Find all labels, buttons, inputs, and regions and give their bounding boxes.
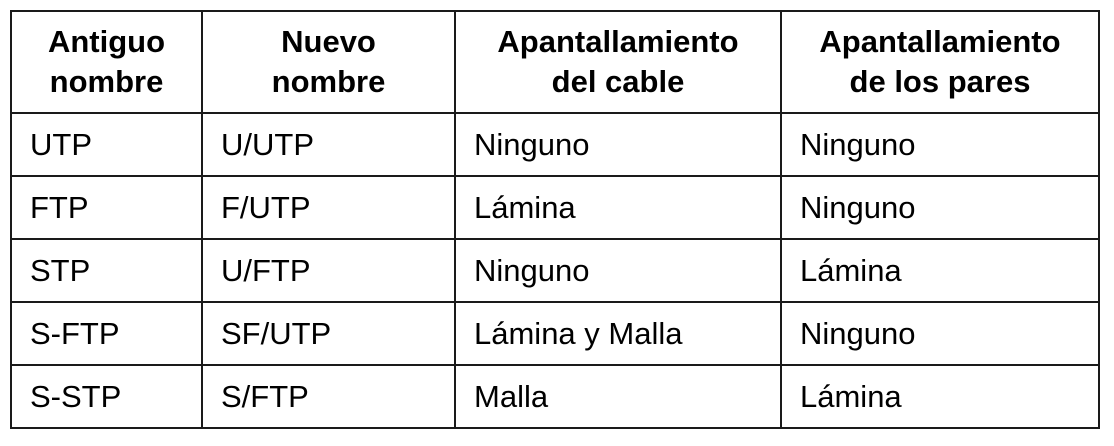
header-line: nombre	[271, 64, 386, 99]
cell-pair-shielding: Ninguno	[781, 302, 1099, 365]
cell-cable-shielding: Lámina y Malla	[455, 302, 781, 365]
header-line: del cable	[551, 64, 685, 99]
table-row	[11, 176, 1099, 239]
cell-new-name: SF/UTP	[202, 302, 455, 365]
header-cable-shielding	[455, 11, 781, 113]
header-pair-shielding	[781, 11, 1099, 113]
table-row	[11, 302, 1099, 365]
cell-old-name: S-STP	[11, 365, 202, 428]
cell-pair-shielding: Lámina	[781, 239, 1099, 302]
cell-cable-shielding: Ninguno	[455, 113, 781, 176]
cell-new-name: F/UTP	[202, 176, 455, 239]
header-old-name	[11, 11, 202, 113]
cell-pair-shielding: Ninguno	[781, 113, 1099, 176]
cable-shielding-table-container	[10, 10, 1100, 429]
cell-cable-shielding: Malla	[455, 365, 781, 428]
header-line: Apantallamiento	[819, 24, 1061, 59]
cell-pair-shielding: Ninguno	[781, 176, 1099, 239]
header-line: nombre	[49, 64, 164, 99]
cable-shielding-table	[10, 10, 1100, 429]
cell-old-name: FTP	[11, 176, 202, 239]
cell-new-name: U/FTP	[202, 239, 455, 302]
cell-cable-shielding: Lámina	[455, 176, 781, 239]
cell-old-name: S-FTP	[11, 302, 202, 365]
cell-new-name: U/UTP	[202, 113, 455, 176]
cell-cable-shielding: Ninguno	[455, 239, 781, 302]
header-line: Apantallamiento	[497, 24, 739, 59]
table-row	[11, 113, 1099, 176]
header-new-name	[202, 11, 455, 113]
header-line: de los pares	[849, 64, 1031, 99]
table-header-row	[11, 11, 1099, 113]
cell-old-name: UTP	[11, 113, 202, 176]
header-line: Antiguo	[47, 24, 166, 59]
table-row	[11, 365, 1099, 428]
cell-new-name: S/FTP	[202, 365, 455, 428]
cell-pair-shielding: Lámina	[781, 365, 1099, 428]
header-line: Nuevo	[281, 24, 376, 59]
cell-old-name: STP	[11, 239, 202, 302]
table-row	[11, 239, 1099, 302]
